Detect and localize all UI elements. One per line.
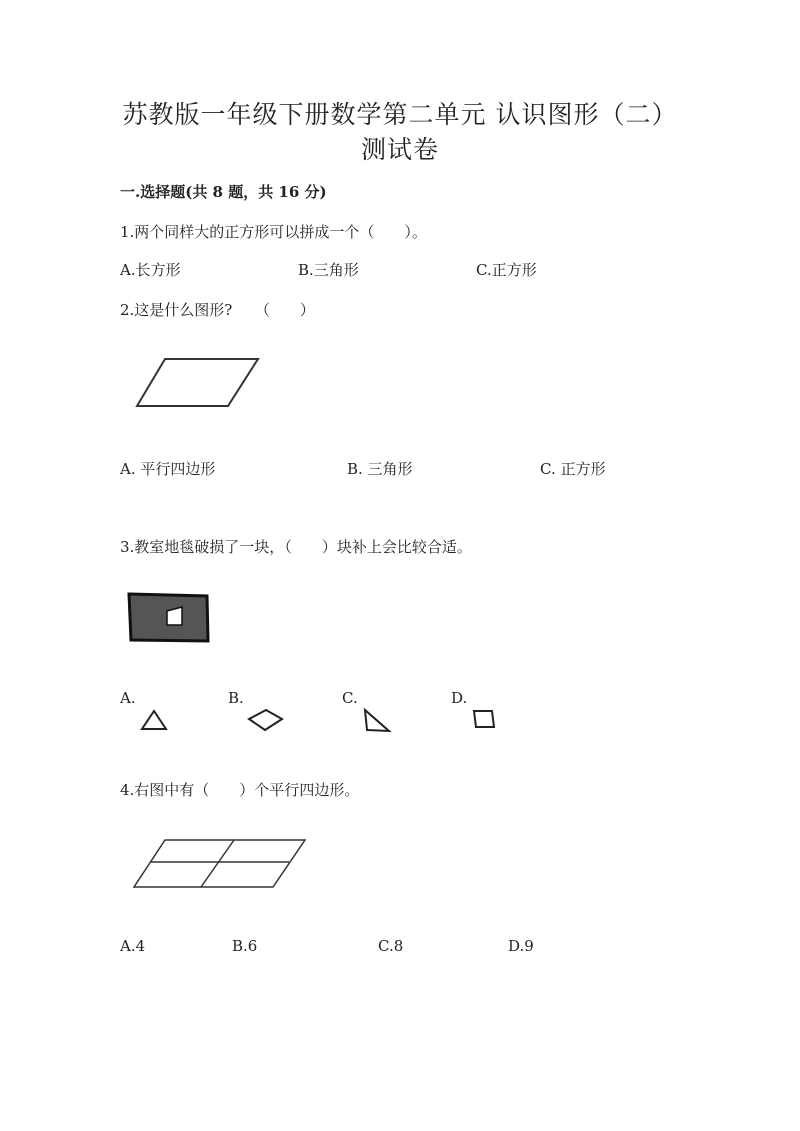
section-heading: 一.选择题(共 8 题，共 16 分) bbox=[120, 183, 327, 201]
q2-option-a: A. 平行四边形 bbox=[120, 460, 216, 478]
q3-option-b: B. bbox=[228, 689, 244, 707]
q4-option-d: D.9 bbox=[508, 937, 534, 955]
question-2: 2.这是什么图形? （ ） bbox=[120, 301, 315, 319]
question-1: 1.两个同样大的正方形可以拼成一个（ ）。 bbox=[120, 223, 427, 241]
q3-option-d: D. bbox=[451, 689, 468, 707]
q3-option-a: A. bbox=[120, 689, 136, 707]
q3-option-c: C. bbox=[342, 689, 358, 707]
page-title-line2: 测试卷 bbox=[360, 135, 439, 164]
q4-option-a: A.4 bbox=[120, 937, 146, 955]
q2-option-b: B. 三角形 bbox=[347, 460, 413, 478]
q1-option-b: B.三角形 bbox=[298, 261, 359, 279]
question-4: 4.右图中有（ ）个平行四边形。 bbox=[120, 781, 360, 799]
q4-option-b: B.6 bbox=[232, 937, 258, 955]
q4-option-c: C.8 bbox=[378, 937, 404, 955]
question-3: 3.教室地毯破损了一块，（ ）块补上会比较合适。 bbox=[120, 538, 472, 556]
q1-option-c: C.正方形 bbox=[476, 261, 537, 279]
q1-option-a: A.长方形 bbox=[120, 261, 181, 279]
page-title: 苏教版一年级下册数学第二单元 认识图形（二） bbox=[122, 100, 678, 129]
q2-option-c: C. 正方形 bbox=[540, 460, 606, 478]
